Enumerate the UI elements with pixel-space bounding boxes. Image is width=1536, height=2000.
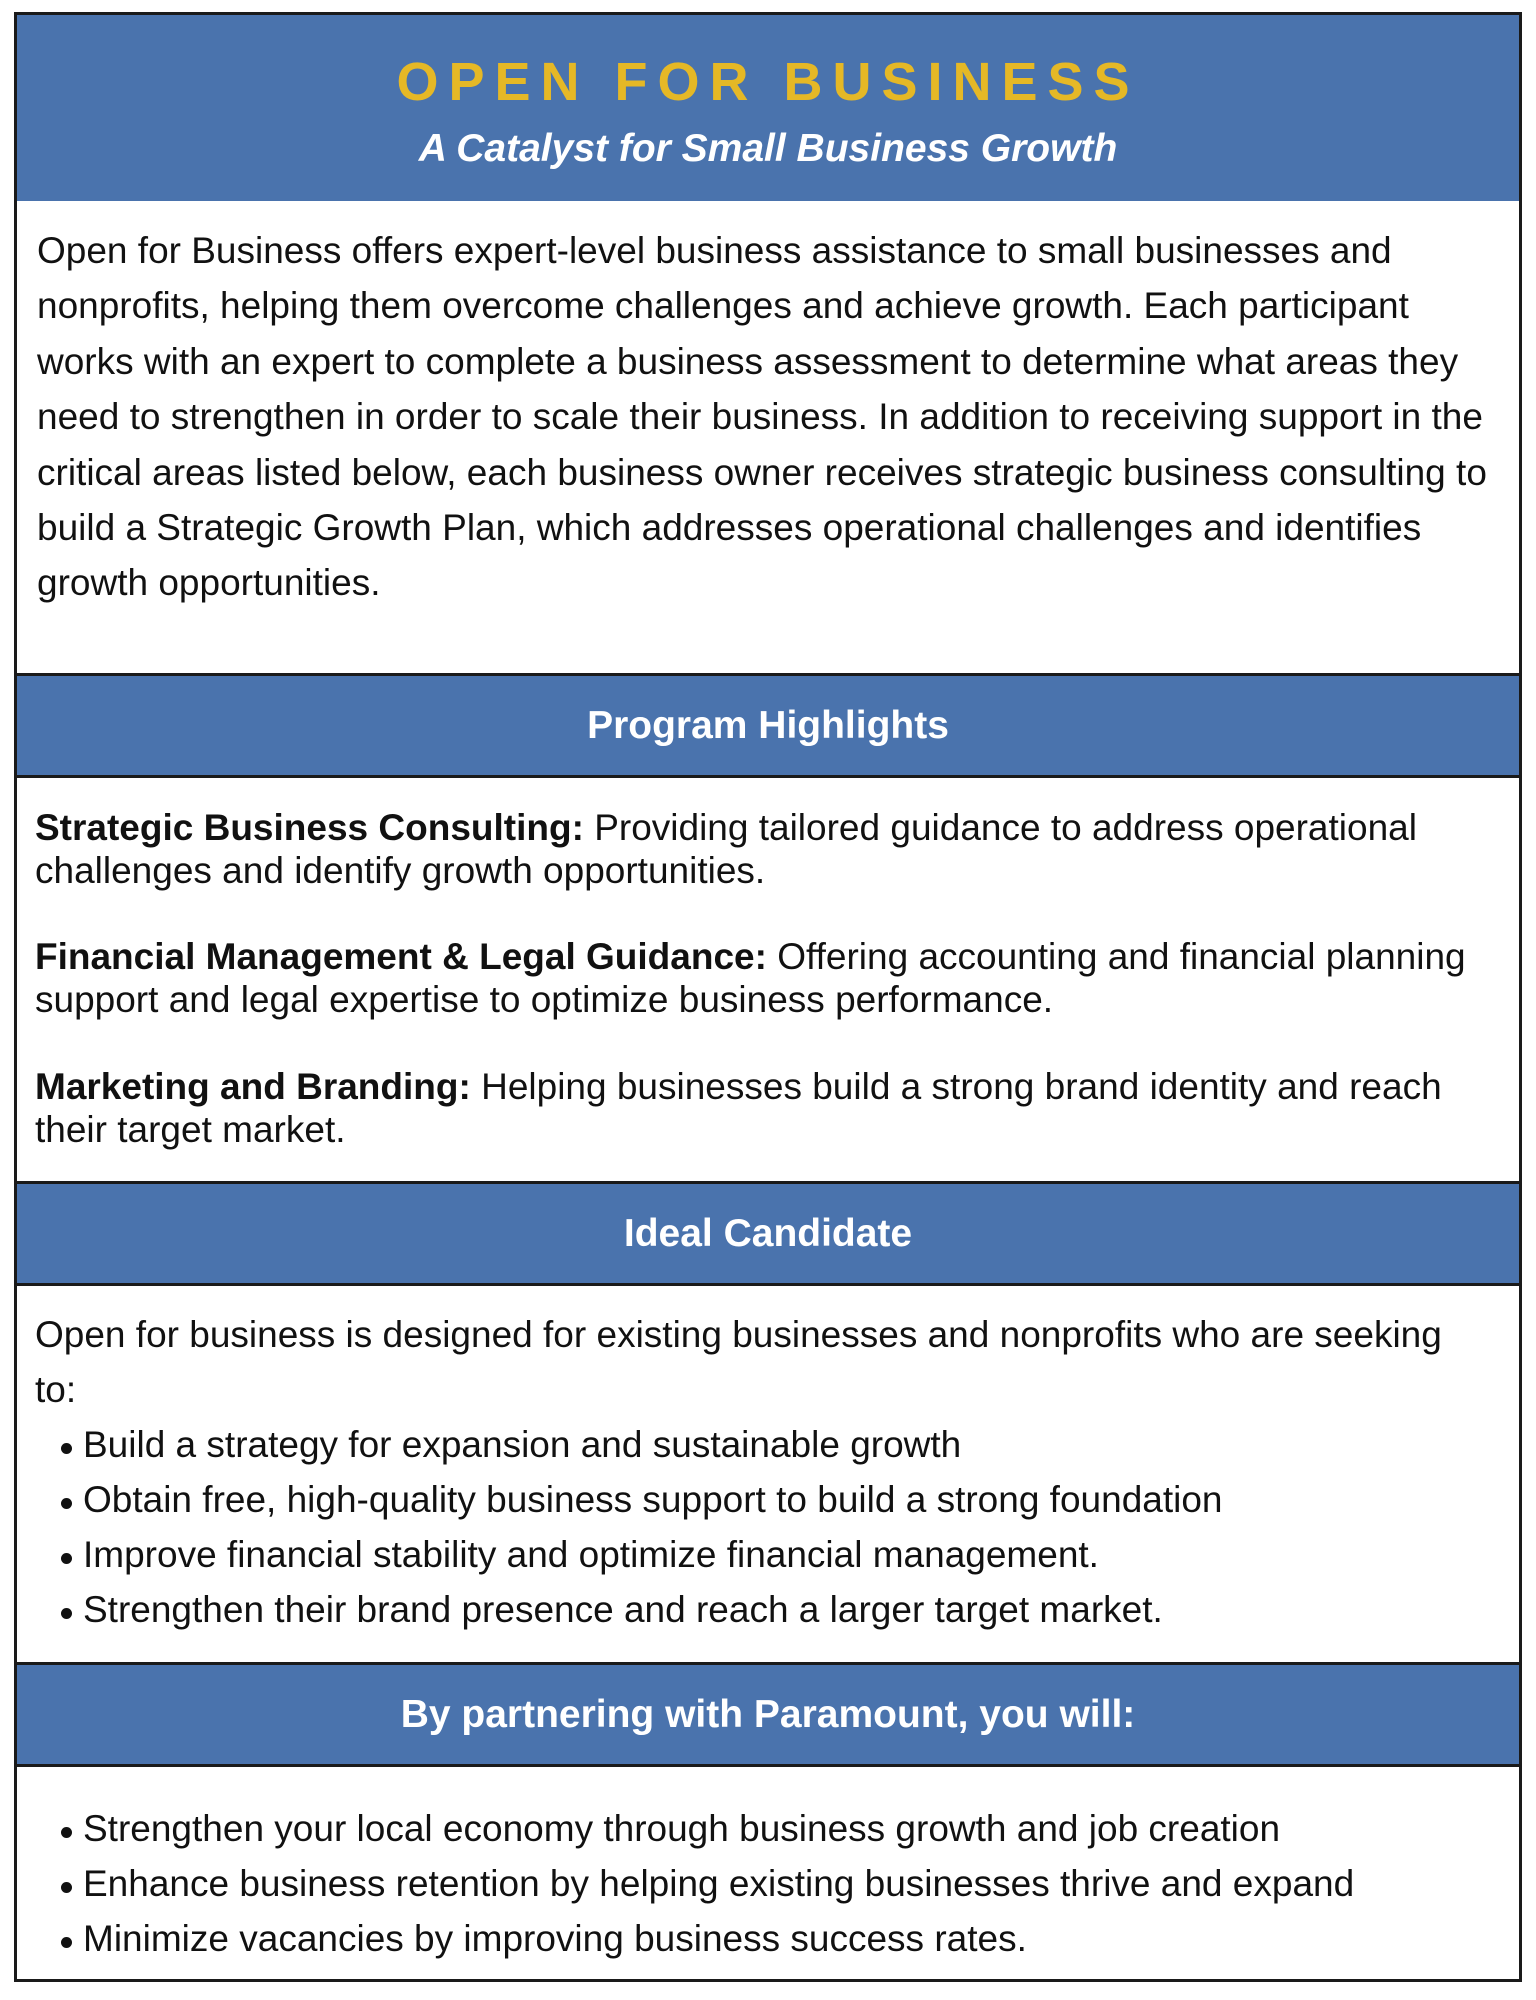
highlight-label: Marketing and Branding: [35,1066,471,1107]
list-item-text: Build a strategy for expansion and sustainable growth [83,1424,962,1465]
highlight-label: Financial Management & Legal Guidance: [35,936,767,977]
highlight-label: Strategic Business Consulting: [35,807,584,848]
ideal-candidate-heading: Ideal Candidate [17,1181,1519,1286]
program-highlights-heading: Program Highlights [17,673,1519,778]
bullet-icon [61,1937,72,1948]
page-title: OPEN FOR BUSINESS [396,52,1140,112]
list-item [17,1801,1499,1856]
partnering-heading: By partnering with Paramount, you will: [17,1662,1519,1767]
list-item [17,1856,1499,1911]
highlight-item [35,935,1483,1021]
list-item-text: Improve financial stability and optimize financial management. [83,1534,1099,1575]
highlight-text: Providing tailored guidance to address operational challenges and identify growth opportunities. [35,807,1417,891]
candidate-lead: Open for business is designed for existing businesses and nonprofits who are seeking to: [35,1314,1442,1410]
list-item-text: Enhance business retention by helping existing businesses thrive and expand [83,1863,1355,1904]
page-subtitle: A Catalyst for Small Business Growth [418,127,1118,170]
list-item-text: Strengthen your local economy through business growth and job creation [83,1808,1281,1849]
ideal-candidate-section [35,1307,1489,1637]
highlight-item [35,1065,1483,1151]
highlight-text: Helping businesses build a strong brand identity and reach their target market. [35,1066,1442,1150]
list-item-text: Strengthen their brand presence and reach a larger target market. [83,1589,1163,1630]
list-item [17,1582,1489,1637]
highlight-item [35,806,1483,892]
bullet-icon [61,1498,72,1509]
list-item [17,1472,1489,1527]
bullet-icon [61,1827,72,1838]
header-band [17,15,1519,201]
bullet-icon [61,1553,72,1564]
list-item [17,1527,1489,1582]
bullet-icon [61,1882,72,1893]
list-item [17,1417,1489,1472]
list-item-text: Minimize vacancies by improving business success rates. [83,1918,1027,1959]
bullet-icon [61,1443,72,1454]
highlight-text: Offering accounting and financial planning support and legal expertise to optimize business performance. [35,936,1466,1020]
partnering-list [17,1801,1499,1966]
intro-paragraph: Open for Business offers expert-level business assistance to small businesses and nonprofits, helping them overcome challenges and achieve growth. Each participant works with an expert to complete a business assessment to determine what areas they need to strengthen in order to scale their business. In addition to receiving support in the critical areas listed below, each business owner receives strategic business consulting to build a Strategic Growth Plan, which addresses operational challenges and identifies growth opportunities. [37,230,1487,604]
candidate-list [35,1417,1489,1637]
list-item [17,1911,1499,1966]
bullet-icon [61,1608,72,1619]
list-item-text: Obtain free, high-quality business support to build a strong foundation [83,1479,1223,1520]
flyer-frame [14,12,1522,1982]
